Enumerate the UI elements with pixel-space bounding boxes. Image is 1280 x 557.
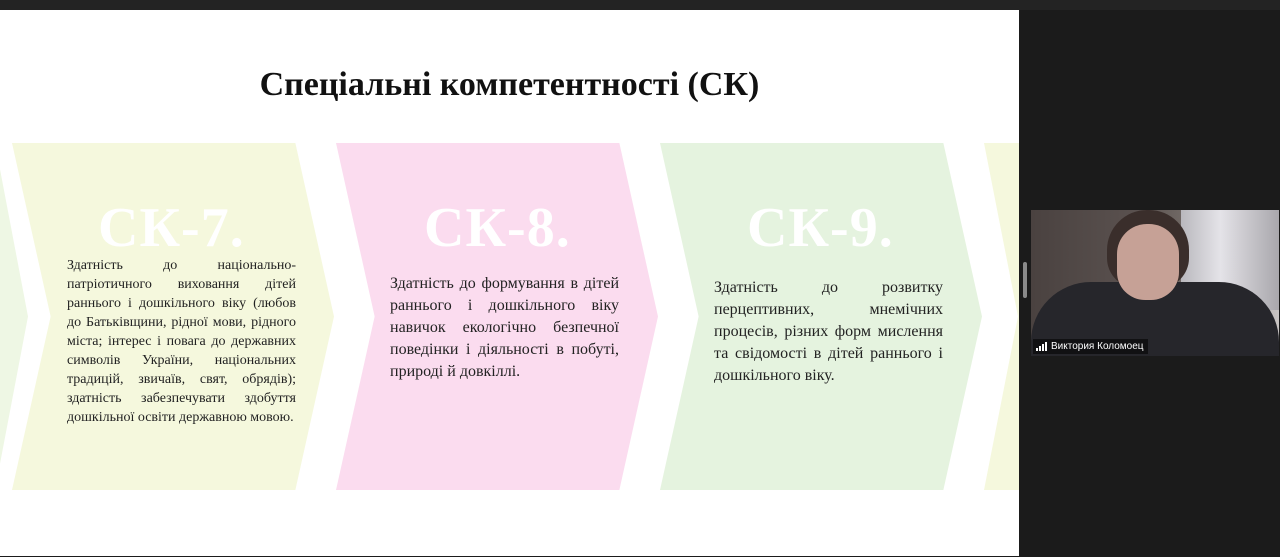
card-code-sk9: СК-9. (747, 197, 894, 259)
card-text-sk9: Здатність до розвитку перцептивних, мнемічних процесів, різних форм мислення та свідомості в дітей раннього і дошкільного віку. (714, 279, 943, 384)
participant-name-label (1033, 339, 1148, 354)
slide-title: Спеціальні компетентності (СК) (259, 66, 760, 103)
signal-strength-icon (1036, 342, 1047, 351)
card-text-sk7: Здатність до національно-патріотичного виховання дітей раннього і дошкільного віку (любов до Батьківщини, рідної мови, рідного міста; інтерес і повага до державних символів України, національних традицій, звичаїв, свят, обрядів); здатність забезпечувати здобуття дошкільної освіти державною мовою. (67, 258, 296, 425)
shared-slide (0, 10, 1019, 556)
chevron-decoration-right (984, 143, 1019, 490)
card-code-sk7: СК-7. (98, 197, 245, 259)
card-text-sk8: Здатність до формування в дітей раннього і дошкільного віку навичок екологічно безпечної поведінки і діяльності в побуті, природі й довкіллі. (390, 275, 619, 380)
video-person-face (1117, 224, 1179, 300)
card-code-sk8: СК-8. (424, 197, 571, 259)
participant-video-tile[interactable] (1031, 210, 1279, 356)
top-bar (0, 0, 1280, 10)
panel-resize-handle[interactable] (1023, 262, 1027, 298)
participant-name: Виктория Коломоец (1051, 341, 1144, 352)
